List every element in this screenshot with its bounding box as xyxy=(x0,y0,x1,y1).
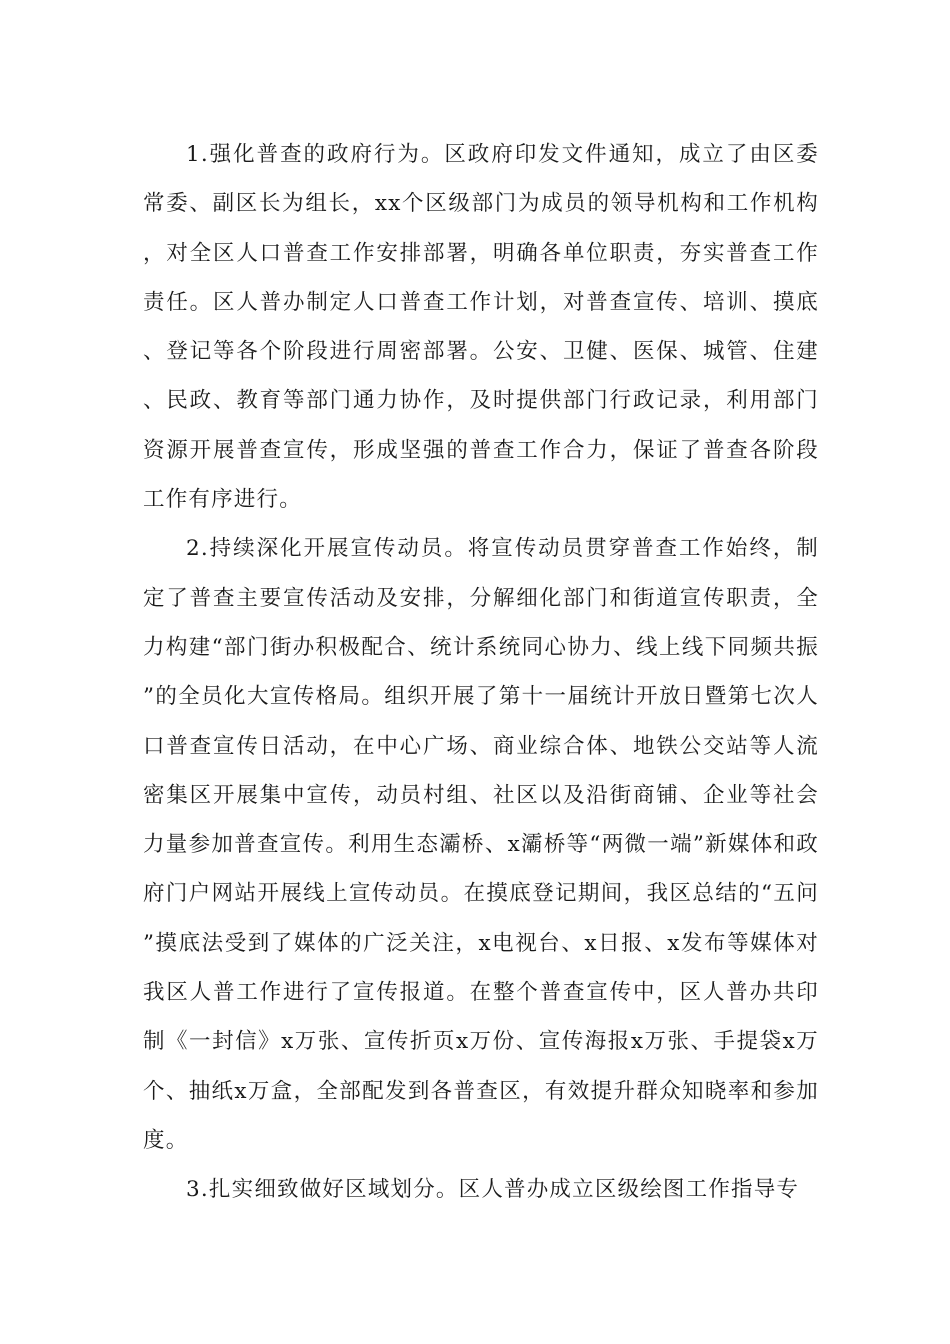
document-body xyxy=(143,130,819,1215)
paragraph-area-division: 3.扎实细致做好区域划分。区人普办成立区级绘图工作指导专 xyxy=(186,1177,800,1203)
paragraph-publicity-mobilization: 2.持续深化开展宣传动员。将宣传动员贯穿普查工作始终，制定了普查主要宣传活动及安排，分解细化部门和街道宣传职责，全力构建“部门街办积极配合、统计系统同心协力、线上线下同频共振”的全员化大宣传格局。组织开展了第十一届统计开放日暨第七次人口普查宣传日活动，在中心广场、商业综合体、地铁公交站等人流密集区开展集中宣传，动员村组、社区以及沿街商铺、企业等社会力量参加普查宣传。利用生态灞桥、x灞桥等“两微一端”新媒体和政府门户网站开展线上宣传动员。在摸底登记期间，我区总结的“五问”摸底法受到了媒体的广泛关注，x电视台、x日报、x发布等媒体对我区人普工作进行了宣传报道。在整个普查宣传中，区人普办共印制《一封信》x万张、宣传折页x万份、宣传海报x万张、手提袋x万个、抽纸x万盒，全部配发到各普查区，有效提升群众知晓率和参加度。 xyxy=(143,536,819,1153)
paragraph-government-action: 1.强化普查的政府行为。区政府印发文件通知，成立了由区委常委、副区长为组长，xx个区级部门为成员的领导机构和工作机构，对全区人口普查工作安排部署，明确各单位职责，夯实普查工作责任。区人普办制定人口普查工作计划，对普查宣传、培训、摸底、登记等各个阶段进行周密部署。公安、卫健、医保、城管、住建、民政、教育等部门通力协作，及时提供部门行政记录，利用部门资源开展普查宣传，形成坚强的普查工作合力，保证了普查各阶段工作有序进行。 xyxy=(143,142,819,513)
